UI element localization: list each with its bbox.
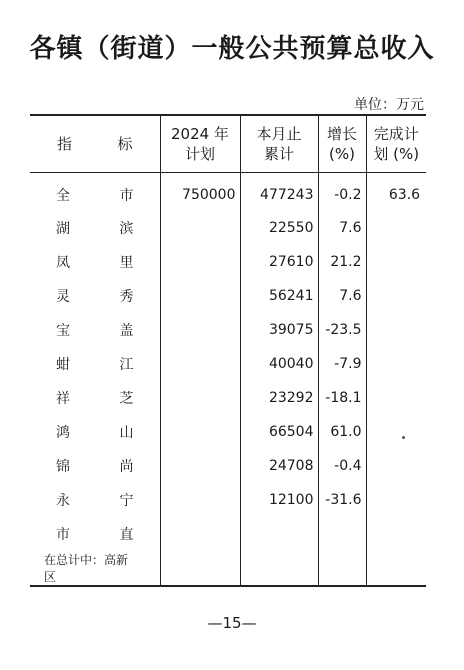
row-name-a: 市	[56, 527, 70, 543]
page-title: 各镇（街道）一般公共预算总收入	[29, 34, 435, 64]
row-ytd-cell: 27610	[240, 245, 318, 279]
row-name-b: 里	[119, 255, 134, 271]
row-growth-cell: 61.0	[318, 415, 366, 449]
row-name-a: 凤	[56, 255, 70, 271]
row-plan-cell	[160, 517, 240, 551]
row-name-b: 秀	[119, 289, 134, 305]
table-row	[30, 517, 426, 551]
header-plan-line2: 计划	[184, 145, 215, 163]
header-completion-line1: 完成计	[373, 125, 419, 143]
header-indicator	[30, 115, 160, 173]
row-plan-cell	[160, 483, 240, 517]
table-row	[30, 415, 426, 449]
row-completion-cell	[366, 279, 426, 313]
row-completion-cell	[366, 415, 426, 449]
row-ytd-cell: 477243	[240, 173, 318, 212]
row-name-a: 灵	[56, 289, 70, 305]
row-growth-cell: -18.1	[318, 381, 366, 415]
table-row	[30, 313, 426, 347]
table-row	[30, 211, 426, 245]
row-name-cell	[30, 279, 160, 313]
row-ytd-cell: 66504	[240, 415, 318, 449]
row-plan-cell	[160, 313, 240, 347]
row-name-a: 鸿	[56, 425, 70, 441]
row-growth-cell: 7.6	[318, 211, 366, 245]
row-name-cell	[30, 245, 160, 279]
note-plan-cell	[160, 551, 240, 586]
row-name-cell	[30, 211, 160, 245]
header-growth	[318, 115, 366, 173]
header-indicator-a: 指	[57, 135, 73, 153]
header-ytd-line1: 本月止	[256, 125, 302, 143]
row-growth-cell: 7.6	[318, 279, 366, 313]
row-name-a: 宝	[56, 323, 70, 339]
table-row	[30, 279, 426, 313]
row-plan-cell	[160, 279, 240, 313]
table-row	[30, 173, 426, 212]
row-name-a: 永	[56, 493, 70, 509]
table-row	[30, 245, 426, 279]
row-name-cell	[30, 517, 160, 551]
note-row	[30, 551, 426, 586]
table-header-row	[30, 115, 426, 173]
header-plan	[160, 115, 240, 173]
row-growth-cell: -7.9	[318, 347, 366, 381]
stray-dot	[402, 436, 405, 439]
row-name-a: 锦	[56, 459, 70, 475]
row-growth-cell: -23.5	[318, 313, 366, 347]
note-completion-cell	[366, 551, 426, 586]
table-row	[30, 449, 426, 483]
table-row	[30, 347, 426, 381]
row-name-b: 市	[119, 188, 134, 204]
row-name-cell	[30, 415, 160, 449]
row-name-b: 尚	[119, 459, 134, 475]
row-name-b: 芝	[119, 391, 134, 407]
table-row	[30, 483, 426, 517]
row-name-cell	[30, 449, 160, 483]
row-name-a: 祥	[56, 391, 70, 407]
row-plan-cell: 750000	[160, 173, 240, 212]
header-ytd-line2: 累计	[263, 145, 294, 163]
row-plan-cell	[160, 211, 240, 245]
page-number: —15—	[207, 614, 257, 632]
row-name-b: 山	[119, 425, 134, 441]
row-ytd-cell: 23292	[240, 381, 318, 415]
row-name-b: 直	[119, 527, 134, 543]
header-growth-line2: (%)	[329, 145, 355, 163]
row-growth-cell: -0.4	[318, 449, 366, 483]
row-plan-cell	[160, 415, 240, 449]
row-name-cell	[30, 347, 160, 381]
row-completion-cell	[366, 381, 426, 415]
header-completion	[366, 115, 426, 173]
row-name-b: 江	[119, 357, 134, 373]
row-name-b: 滨	[119, 221, 134, 237]
table-row	[30, 381, 426, 415]
row-plan-cell	[160, 381, 240, 415]
note-cell: 在总计中：高新区	[30, 551, 160, 586]
revenue-table	[30, 114, 426, 587]
header-completion-line2: 划 (%)	[373, 145, 420, 163]
row-completion-cell	[366, 517, 426, 551]
row-completion-cell	[366, 245, 426, 279]
row-completion-cell: 63.6	[366, 173, 426, 212]
row-growth-cell	[318, 517, 366, 551]
row-plan-cell	[160, 245, 240, 279]
row-name-a: 全	[56, 188, 70, 204]
row-completion-cell	[366, 449, 426, 483]
row-name-cell	[30, 381, 160, 415]
row-name-cell	[30, 483, 160, 517]
row-name-cell	[30, 313, 160, 347]
row-completion-cell	[366, 483, 426, 517]
row-ytd-cell: 22550	[240, 211, 318, 245]
row-ytd-cell: 56241	[240, 279, 318, 313]
row-ytd-cell: 12100	[240, 483, 318, 517]
row-ytd-cell	[240, 517, 318, 551]
header-indicator-b: 标	[117, 135, 133, 153]
unit-label: 单位：万元	[354, 97, 424, 113]
row-ytd-cell: 39075	[240, 313, 318, 347]
header-plan-line1: 2024 年	[171, 125, 229, 143]
row-growth-cell: -31.6	[318, 483, 366, 517]
row-growth-cell: -0.2	[318, 173, 366, 212]
row-name-b: 宁	[119, 493, 134, 509]
row-ytd-cell: 24708	[240, 449, 318, 483]
header-growth-line1: 增长	[326, 125, 357, 143]
row-completion-cell	[366, 211, 426, 245]
row-plan-cell	[160, 449, 240, 483]
row-growth-cell: 21.2	[318, 245, 366, 279]
row-name-a: 蚶	[56, 357, 70, 373]
row-name-a: 湖	[56, 221, 70, 237]
row-name-b: 盖	[119, 323, 134, 339]
header-ytd	[240, 115, 318, 173]
row-name-cell	[30, 173, 160, 212]
note-growth-cell	[318, 551, 366, 586]
note-ytd-cell	[240, 551, 318, 586]
row-plan-cell	[160, 347, 240, 381]
row-completion-cell	[366, 347, 426, 381]
row-completion-cell	[366, 313, 426, 347]
row-ytd-cell: 40040	[240, 347, 318, 381]
